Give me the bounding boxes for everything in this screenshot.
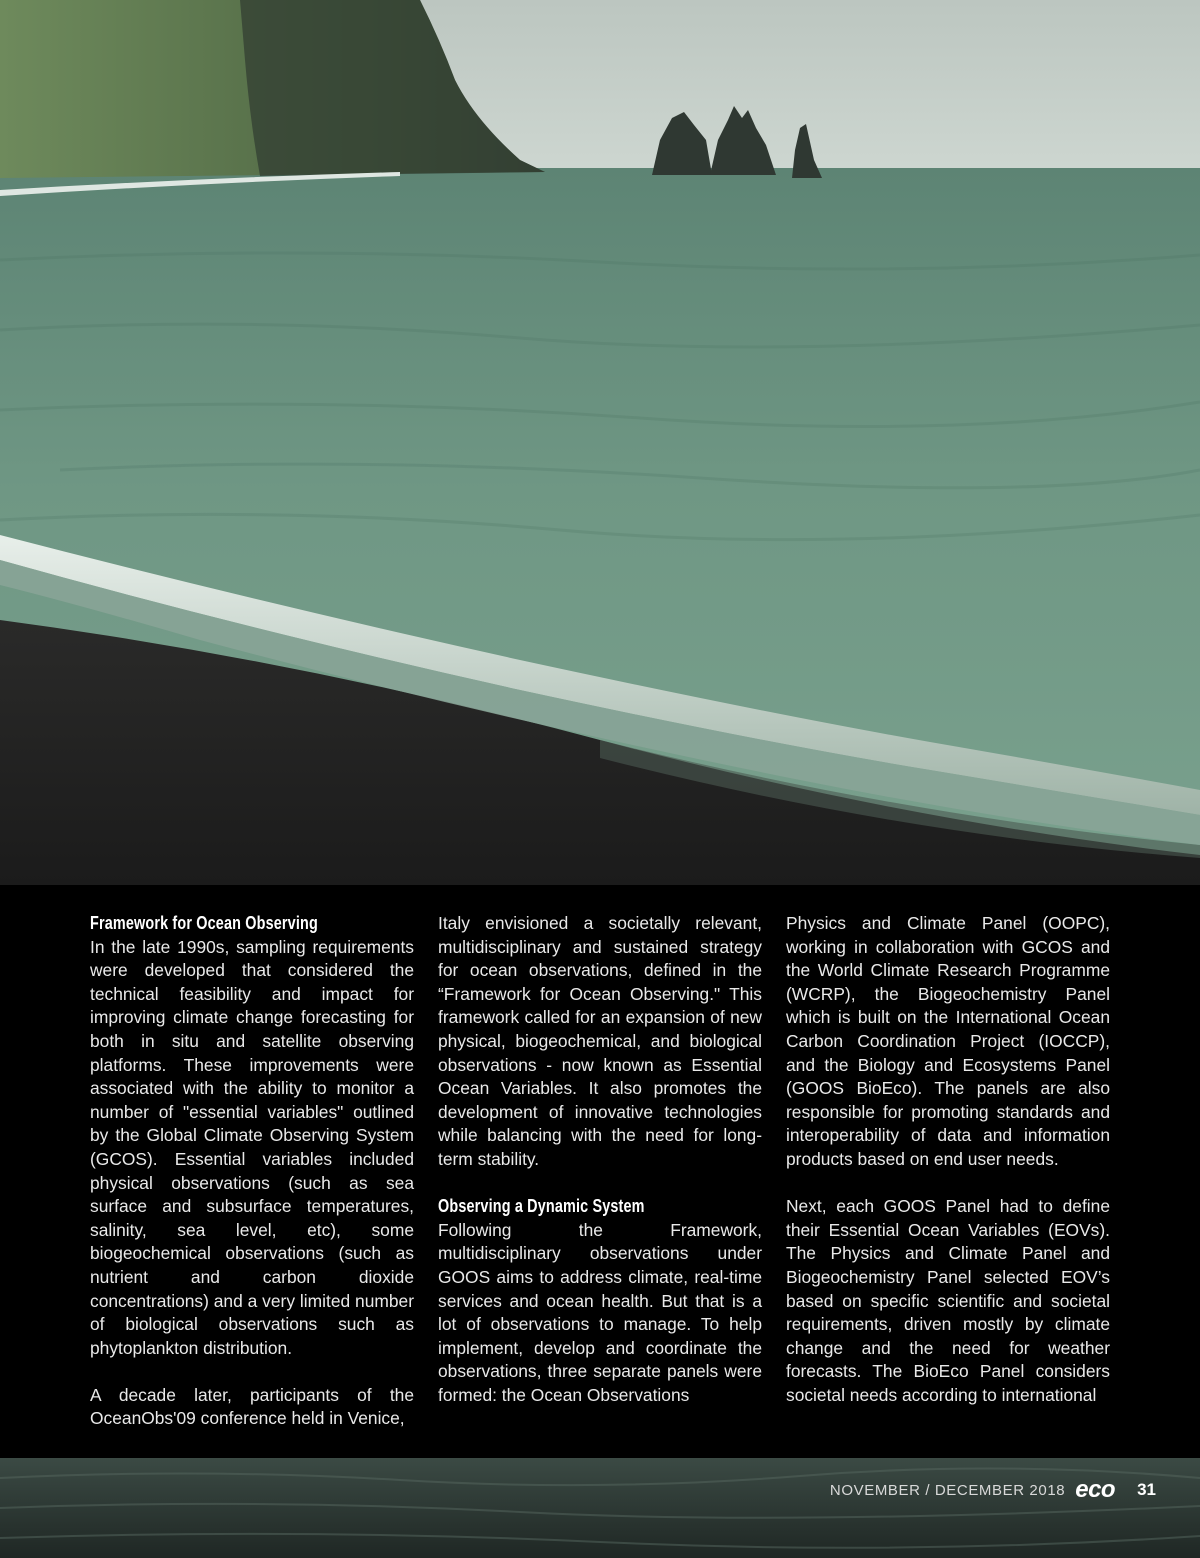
paragraph: Following the Framework, multidisciplinary observations under GOOS aims to address climate, real-time services and ocean health. But that is a lot of observations to manage. To help implement, develop and coordinate the observations, three separate panels were formed: the Ocean Observations <box>438 1219 762 1405</box>
paragraph: Physics and Climate Panel (OOPC), working in collaboration with GCOS and the World Climate Research Programme (WCRP), the Biogeochemistry Panel which is built on the International Ocean Carbon Coordination Project (IOCCP), and the Biology and Ecosystems Panel (GOOS BioEco). The panels are also responsible for promoting standards and interoperability of data and information products based on end user needs. <box>786 913 1110 1169</box>
paragraph: Italy envisioned a societally relevant, multidisciplinary and sustained strategy for ocean observations, defined in the “Framework for Ocean Observing." This framework called for an expansion of new physical, biogeochemical, and biological observations - now known as Essential Ocean Variables. It also promotes the development of innovative technologies while balancing with the need for long-term stability. <box>438 913 762 1169</box>
article-column-1 <box>90 912 414 1431</box>
page-number: 31 <box>1137 1480 1156 1499</box>
section-heading-dynamic-system: Observing a Dynamic System <box>438 1196 645 1217</box>
section-heading-framework: Framework for Ocean Observing <box>90 913 318 933</box>
article-column-2 <box>438 912 762 1407</box>
magazine-logo: eco <box>1075 1476 1116 1503</box>
page-footer <box>830 1475 1156 1505</box>
bottom-sea-strip <box>0 1458 1200 1558</box>
paragraph: In the late 1990s, sampling requirements were developed that considered the technical feasibility and impact for improving climate change forecasting for both in situ and satellite observing platforms. These improvements were associated with the ability to monitor a number of "essential variables" outlined by the Global Climate Observing System (GCOS). Essential variables included physical observations (such as sea surface and subsurface temperatures, salinity, sea level, etc), some biogeochemical observations (such as nutrient and carbon dioxide concentrations) and a very limited number of biological observations such as phytoplankton distribution. <box>90 936 414 1358</box>
issue-date: NOVEMBER / DECEMBER 2018 <box>829 1481 1066 1499</box>
article-column-3 <box>786 912 1110 1407</box>
paragraph: A decade later, participants of the OceanObs'09 conference held in Venice, <box>90 1384 414 1429</box>
paragraph: Next, each GOOS Panel had to define their Essential Ocean Variables (EOVs). The Physics and Climate Panel and Biogeochemistry Panel selected EOV’s based on specific scientific and societal requirements, driven mostly by climate change and the need for weather forecasts. The BioEco Panel considers societal needs according to international <box>786 1196 1110 1405</box>
